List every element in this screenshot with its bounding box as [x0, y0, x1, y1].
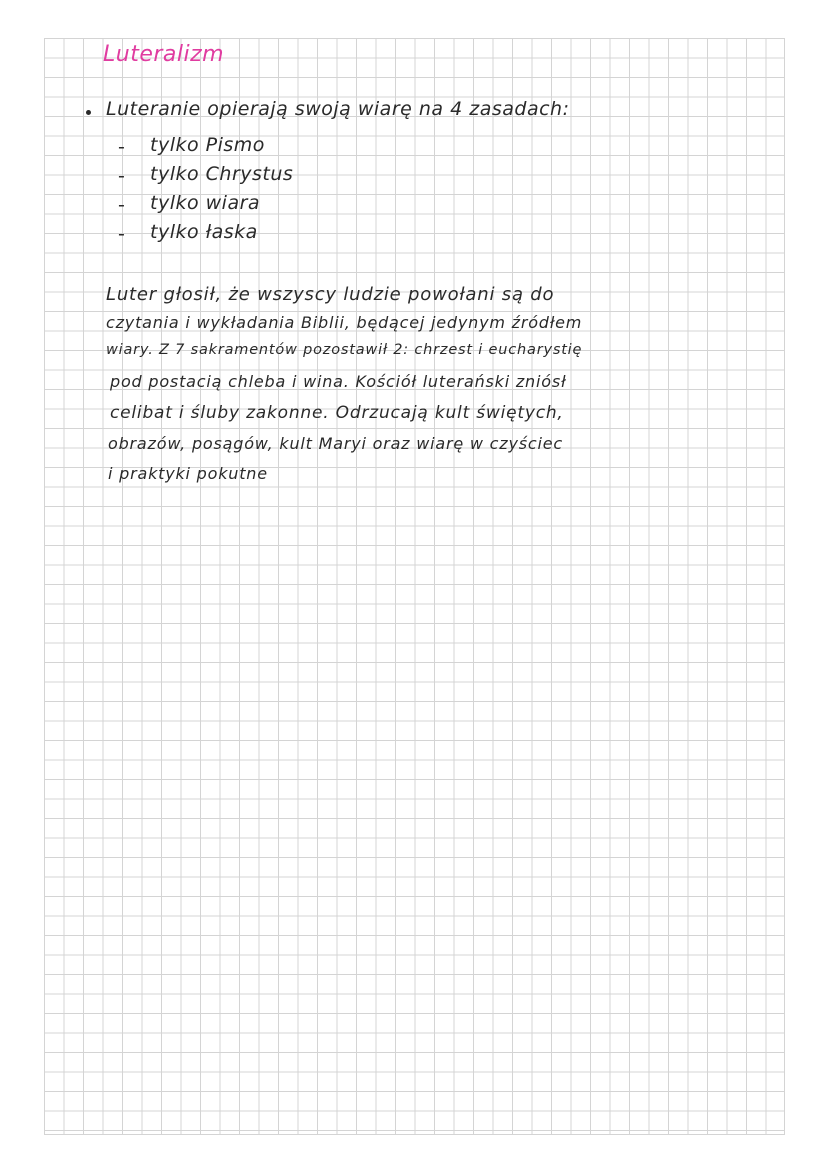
intro-line: Luteranie opierają swoją wiarę na 4 zasadach:	[106, 98, 570, 120]
dash-icon: -	[118, 165, 125, 187]
paragraph-line: obrazów, posągów, kult Maryi oraz wiarę w czyściec	[108, 434, 563, 453]
paragraph-line: wiary. Z 7 sakramentów pozostawił 2: chrzest i eucharystię	[106, 342, 583, 358]
paragraph-line: czytania i wykładania Biblii, będącej jedynym źródłem	[106, 313, 583, 332]
principle-item: tylko Pismo	[150, 134, 265, 156]
dash-icon: -	[118, 194, 125, 216]
principle-item: tylko wiara	[150, 192, 261, 214]
paragraph-line: i praktyki pokutne	[108, 464, 268, 483]
bullet-dot-icon	[86, 110, 91, 115]
principle-item: tylko łaska	[150, 221, 258, 243]
paragraph-line: celibat i śluby zakonne. Odrzucają kult świętych,	[110, 403, 564, 423]
paragraph-line: Luter głosił, że wszyscy ludzie powołani są do	[106, 284, 555, 305]
paragraph-line: pod postacią chleba i wina. Kościół luterański zniósł	[110, 372, 567, 391]
principle-item: tylko Chrystus	[150, 163, 294, 185]
note-title: Luteralizm	[103, 42, 225, 67]
dash-icon: -	[118, 223, 125, 245]
dash-icon: -	[118, 136, 125, 158]
